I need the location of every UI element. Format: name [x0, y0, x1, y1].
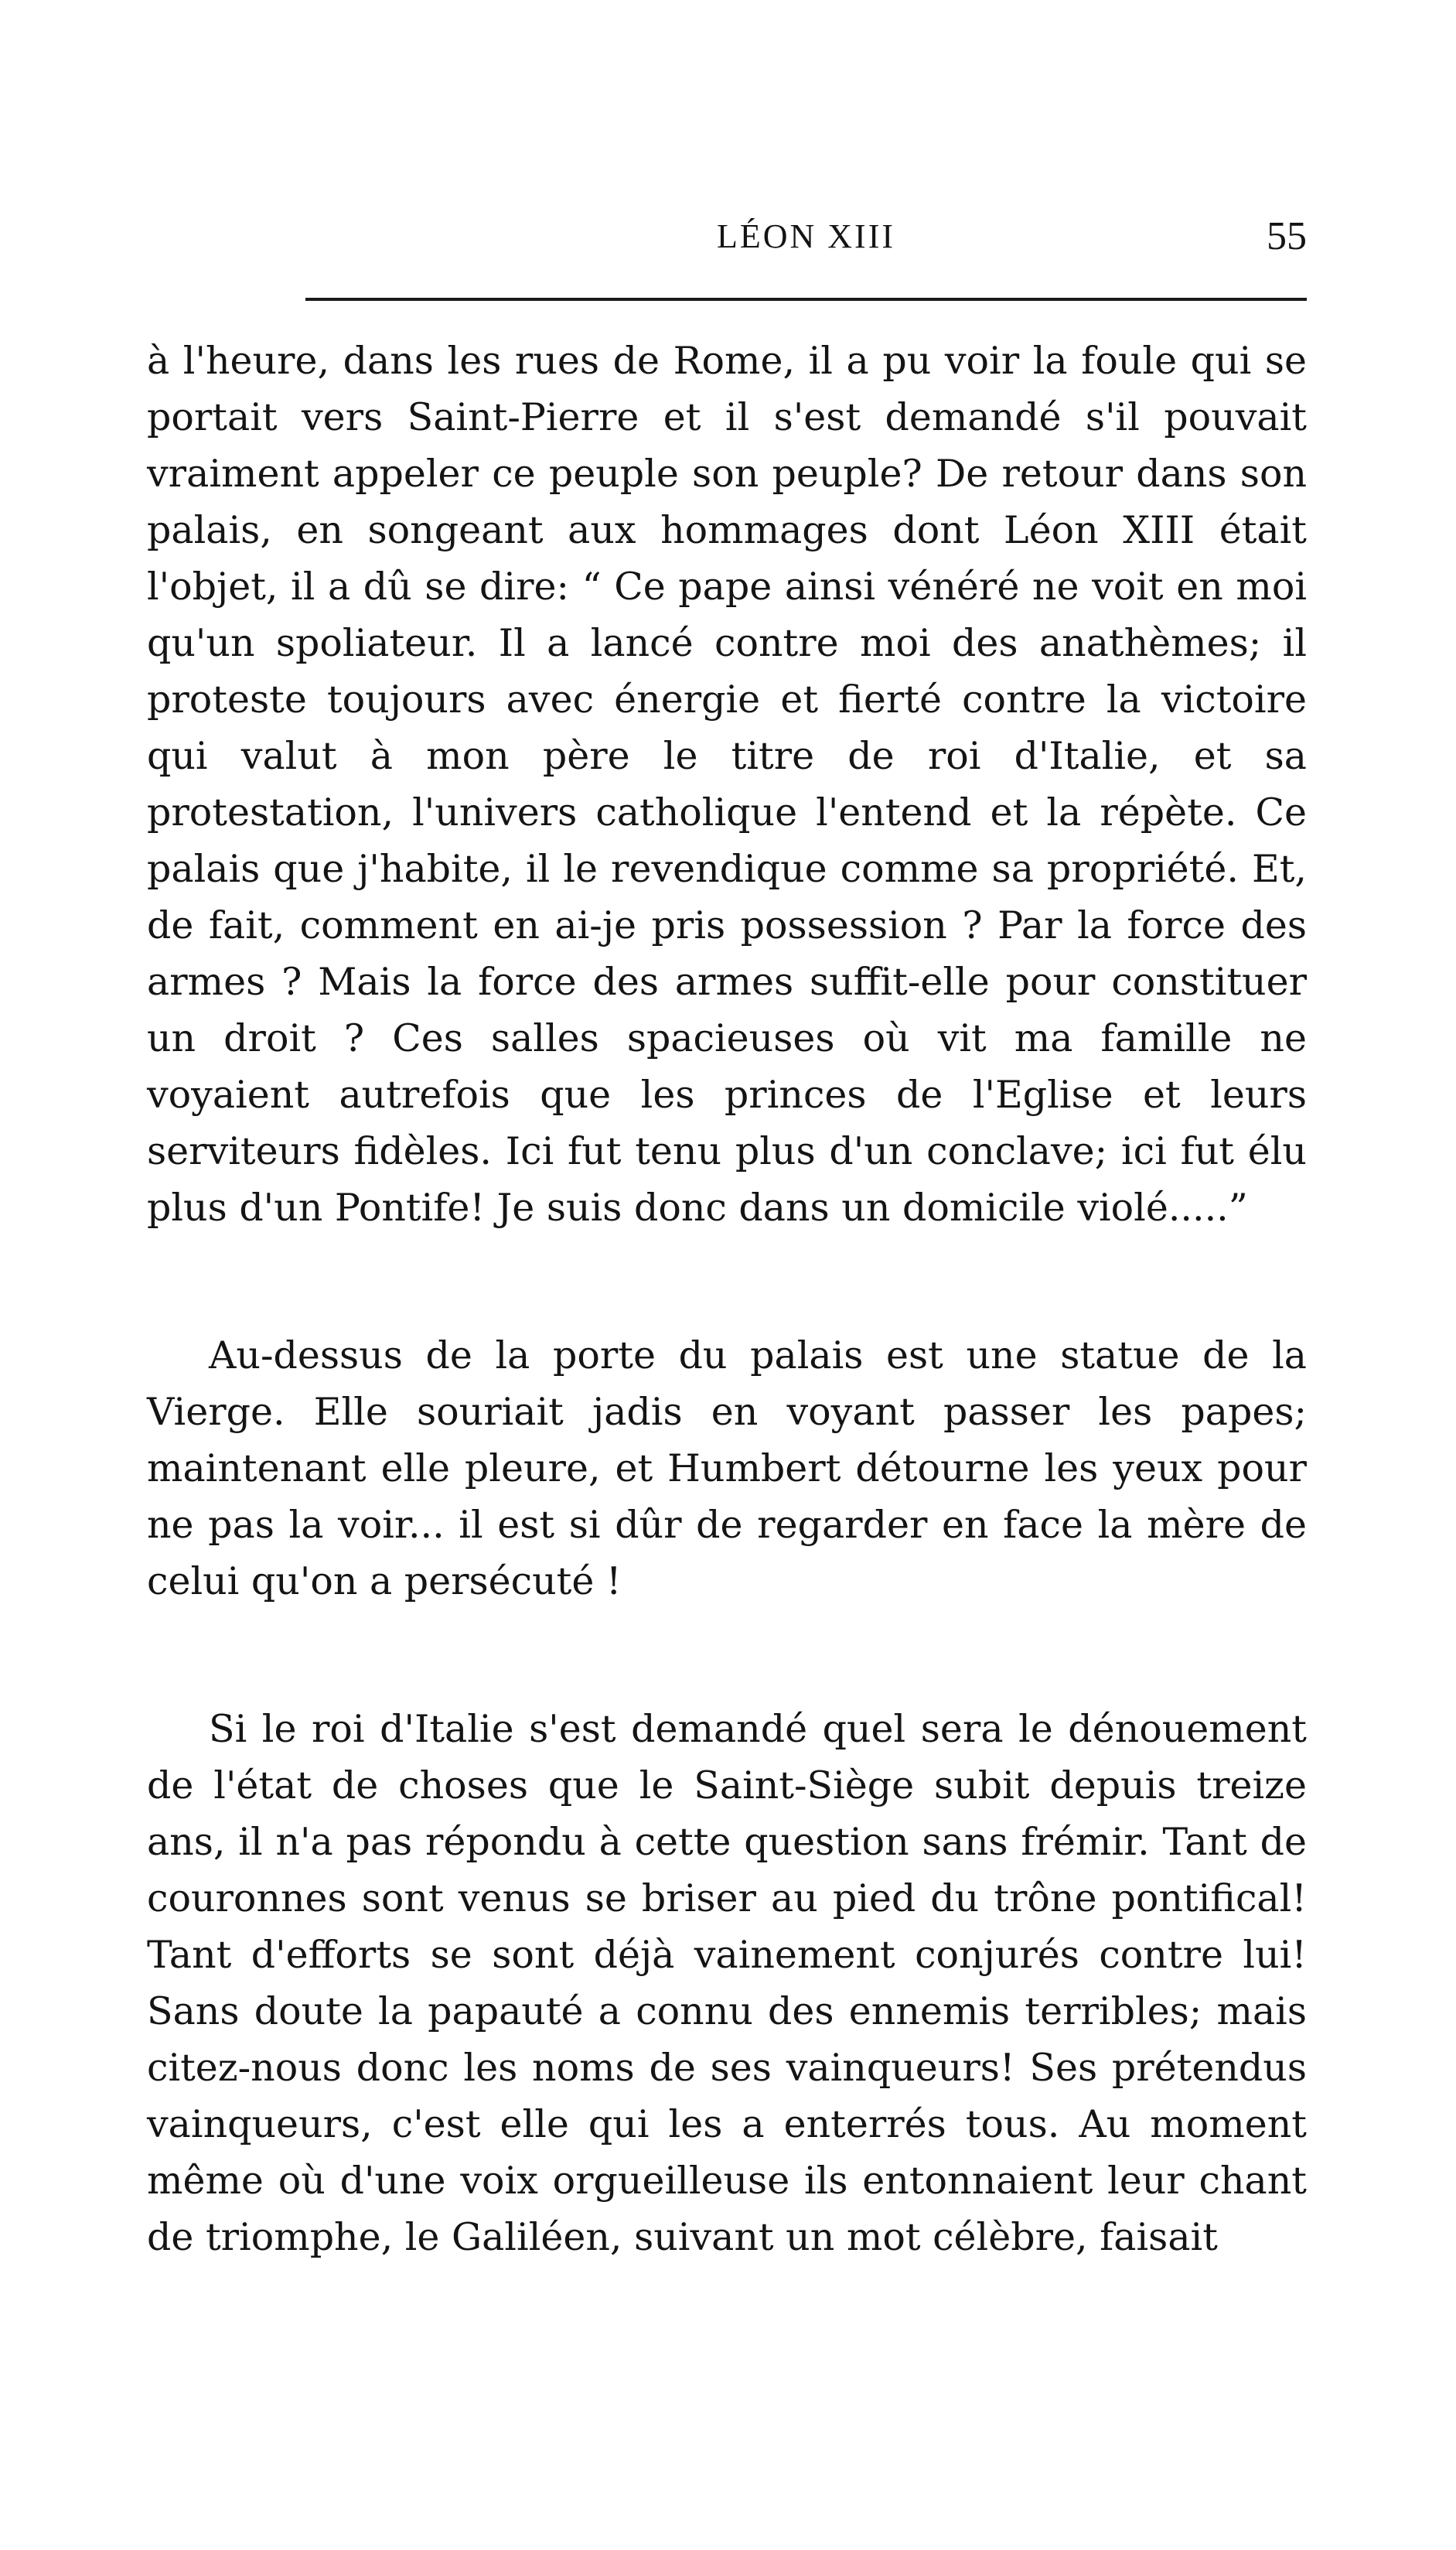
- header-rule: [305, 298, 1307, 301]
- running-title: LÉON XIII: [716, 217, 896, 255]
- paragraph: Au-dessus de la porte du palais est une statue de la Vierge. Elle souriait jadis en voyant passer les papes; maintenant elle pleure, et Humbert détourne les yeux pour ne pas la voir... il est si dûr de regarder en face la mère de celui qu'on a persécuté !: [147, 1333, 1307, 1603]
- body-text: [147, 333, 1307, 2265]
- page-number: 55: [1267, 214, 1307, 258]
- page-header: [305, 209, 1307, 263]
- paragraph-continued: à l'heure, dans les rues de Rome, il a pu voir la foule qui se portait vers Saint-Pierre et il s'est demandé s'il pouvait vraiment appeler ce peuple son peuple? De retour dans son palais, en songeant aux hommages dont Léon XIII était l'objet, il a dû se dire: “ Ce pape ainsi vénéré ne voit en moi qu'un spoliateur. Il a lancé contre moi des anathèmes; il proteste toujours avec énergie et fierté contre la victoire qui valut à mon père le titre de roi d'Italie, et sa protestation, l'univers catholique l'entend et la répète. Ce palais que j'habite, il le revendique comme sa propriété. Et, de fait, comment en ai-je pris possession ? Par la force des armes ? Mais la force des armes suffit-elle pour constituer un droit ? Ces salles spacieuses où vit ma famille ne voyaient autrefois que les princes de l'Eglise et leurs serviteurs fidèles. Ici fut tenu plus d'un conclave; ici fut élu plus d'un Pontife! Je suis donc dans un domicile violé.....”: [147, 339, 1307, 1230]
- paragraph: Si le roi d'Italie s'est demandé quel sera le dénouement de l'état de choses que le Saint-Siège subit depuis treize ans, il n'a pas répondu à cette question sans frémir. Tant de couronnes sont venus se briser au pied du trône pontifical! Tant d'efforts se sont déjà vainement conjurés contre lui! Sans doute la papauté a connu des ennemis terribles; mais citez-nous donc les noms de ses vainqueurs! Ses prétendus vainqueurs, c'est elle qui les a enterrés tous. Au moment même où d'une voix orgueilleuse ils entonnaient leur chant de triomphe, le Galiléen, suivant un mot célèbre, faisait: [147, 1707, 1307, 2259]
